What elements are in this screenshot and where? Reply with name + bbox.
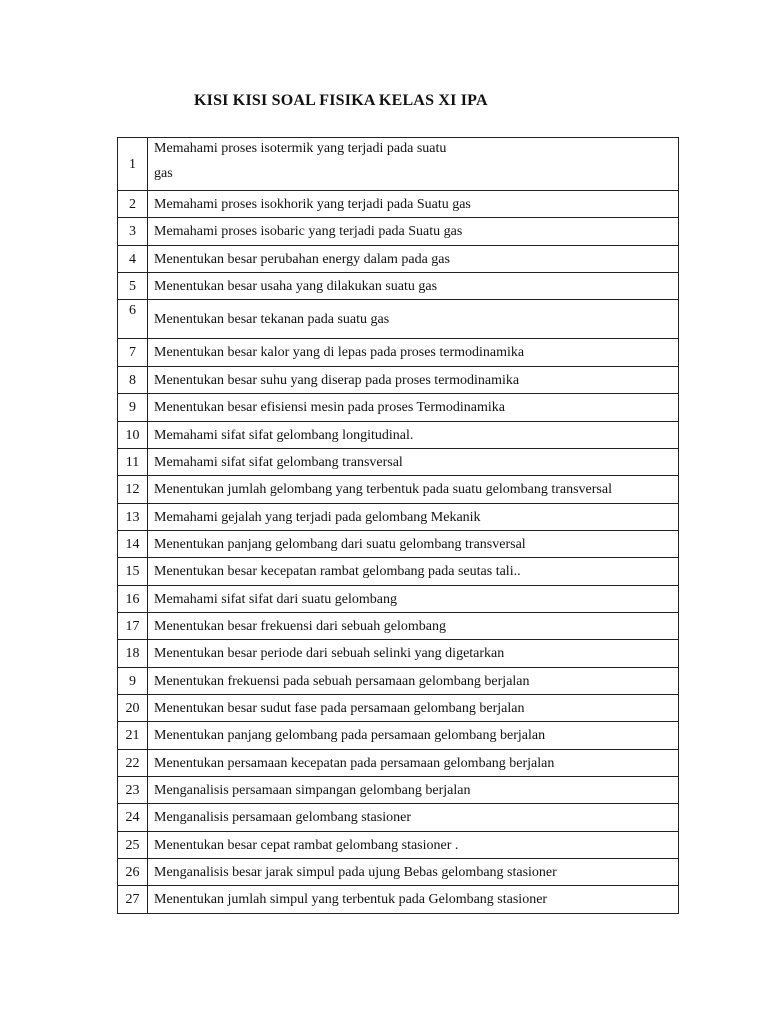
kisi-table-body xyxy=(118,138,679,914)
description-line: Menganalisis besar jarak simpul pada ujung Bebas gelombang stasioner xyxy=(154,864,557,880)
table-row xyxy=(118,586,679,613)
table-row xyxy=(118,750,679,777)
description-line: Memahami sifat sifat gelombang transversal xyxy=(154,454,403,470)
row-description xyxy=(148,449,679,476)
table-row xyxy=(118,449,679,476)
row-description xyxy=(148,750,679,777)
table-row xyxy=(118,218,679,246)
row-number: 7 xyxy=(118,339,148,367)
table-row xyxy=(118,558,679,586)
table-row xyxy=(118,246,679,273)
table-row xyxy=(118,476,679,504)
row-description xyxy=(148,859,679,886)
row-description xyxy=(148,531,679,558)
table-row xyxy=(118,531,679,558)
table-row xyxy=(118,367,679,394)
table-row xyxy=(118,859,679,886)
table-row xyxy=(118,695,679,722)
row-description xyxy=(148,613,679,640)
row-description xyxy=(148,339,679,367)
table-row xyxy=(118,138,679,191)
description-line: Menentukan panjang gelombang pada persamaan gelombang berjalan xyxy=(154,728,546,743)
row-description xyxy=(148,586,679,613)
row-number: 15 xyxy=(118,558,148,586)
row-description xyxy=(148,886,679,914)
table-row xyxy=(118,422,679,449)
row-number: 17 xyxy=(118,613,148,640)
description-line: Memahami sifat sifat gelombang longitudinal. xyxy=(154,427,414,443)
description-line: Menentukan besar efisiensi mesin pada proses Termodinamika xyxy=(154,400,505,415)
table-row xyxy=(118,804,679,832)
table-row xyxy=(118,832,679,859)
description-line: Menentukan besar frekuensi dari sebuah gelombang xyxy=(154,618,446,634)
description-line: Memahami sifat sifat dari suatu gelombang xyxy=(154,591,397,607)
row-description xyxy=(148,218,679,246)
row-description xyxy=(148,504,679,531)
row-description xyxy=(148,273,679,300)
row-number: 26 xyxy=(118,859,148,886)
row-description xyxy=(148,777,679,804)
row-number: 21 xyxy=(118,722,148,750)
row-description xyxy=(148,832,679,859)
table-row xyxy=(118,722,679,750)
row-description xyxy=(148,138,679,191)
description-line: Menentukan besar cepat rambat gelombang stasioner . xyxy=(154,837,459,853)
row-number: 13 xyxy=(118,504,148,531)
row-number: 6 xyxy=(118,300,148,339)
row-description xyxy=(148,722,679,750)
description-line: Menentukan besar tekanan pada suatu gas xyxy=(154,311,390,327)
description-line: Menentukan besar kecepatan rambat gelombang pada seutas tali.. xyxy=(154,564,521,579)
row-number: 12 xyxy=(118,476,148,504)
row-description xyxy=(148,668,679,695)
row-number: 18 xyxy=(118,640,148,668)
row-number: 2 xyxy=(118,191,148,218)
table-row xyxy=(118,504,679,531)
description-line: Memahami gejalah yang terjadi pada gelombang Mekanik xyxy=(154,509,481,525)
table-row xyxy=(118,394,679,422)
row-number: 25 xyxy=(118,832,148,859)
description-line: gas xyxy=(154,166,173,181)
description-line: Menentukan jumlah simpul yang terbentuk pada Gelombang stasioner xyxy=(154,892,548,907)
row-number: 9 xyxy=(118,668,148,695)
description-line: Menentukan besar usaha yang dilakukan suatu gas xyxy=(154,278,438,294)
row-description xyxy=(148,804,679,832)
row-description xyxy=(148,422,679,449)
table-row xyxy=(118,668,679,695)
row-description xyxy=(148,558,679,586)
table-row xyxy=(118,640,679,668)
row-description xyxy=(148,191,679,218)
row-description xyxy=(148,367,679,394)
row-number: 22 xyxy=(118,750,148,777)
table-row xyxy=(118,339,679,367)
table-row xyxy=(118,886,679,914)
table-row xyxy=(118,273,679,300)
row-description xyxy=(148,476,679,504)
row-number: 14 xyxy=(118,531,148,558)
table-row xyxy=(118,613,679,640)
row-number: 27 xyxy=(118,886,148,914)
row-number: 4 xyxy=(118,246,148,273)
kisi-table xyxy=(117,137,679,914)
description-line: Memahami proses isokhorik yang terjadi pada Suatu gas xyxy=(154,196,471,212)
row-number: 16 xyxy=(118,586,148,613)
row-number: 9 xyxy=(118,394,148,422)
page-title: KISI KISI SOAL FISIKA KELAS XI IPA xyxy=(194,92,488,109)
description-line: Menentukan panjang gelombang dari suatu gelombang transversal xyxy=(154,536,526,552)
description-line: Menentukan besar kalor yang di lepas pada proses termodinamika xyxy=(154,345,525,360)
description-line: Menganalisis persamaan gelombang stasioner xyxy=(154,810,411,825)
row-description xyxy=(148,246,679,273)
description-line: Menentukan besar periode dari sebuah selinki yang digetarkan xyxy=(154,646,505,661)
description-line: Memahami proses isobaric yang terjadi pada Suatu gas xyxy=(154,224,463,239)
description-line: Menentukan besar suhu yang diserap pada proses termodinamika xyxy=(154,372,520,388)
row-number: 1 xyxy=(118,138,148,191)
description-line: Menentukan besar perubahan energy dalam pada gas xyxy=(154,251,450,267)
row-number: 3 xyxy=(118,218,148,246)
row-number: 11 xyxy=(118,449,148,476)
row-number: 20 xyxy=(118,695,148,722)
description-line: Menganalisis persamaan simpangan gelombang berjalan xyxy=(154,782,471,798)
description-line: Menentukan besar sudut fase pada persamaan gelombang berjalan xyxy=(154,700,525,716)
description-line: Memahami proses isotermik yang terjadi pada suatu xyxy=(154,141,447,156)
row-number: 10 xyxy=(118,422,148,449)
row-number: 24 xyxy=(118,804,148,832)
row-description xyxy=(148,394,679,422)
description-line: Menentukan persamaan kecepatan pada persamaan gelombang berjalan xyxy=(154,755,555,771)
description-line: Menentukan jumlah gelombang yang terbentuk pada suatu gelombang transversal xyxy=(154,482,612,497)
row-number: 8 xyxy=(118,367,148,394)
description-line: Menentukan frekuensi pada sebuah persamaan gelombang berjalan xyxy=(154,673,530,689)
row-description xyxy=(148,300,679,339)
table-row xyxy=(118,777,679,804)
row-number: 23 xyxy=(118,777,148,804)
table-row xyxy=(118,191,679,218)
table-row xyxy=(118,300,679,339)
row-number: 5 xyxy=(118,273,148,300)
row-description xyxy=(148,640,679,668)
row-description xyxy=(148,695,679,722)
